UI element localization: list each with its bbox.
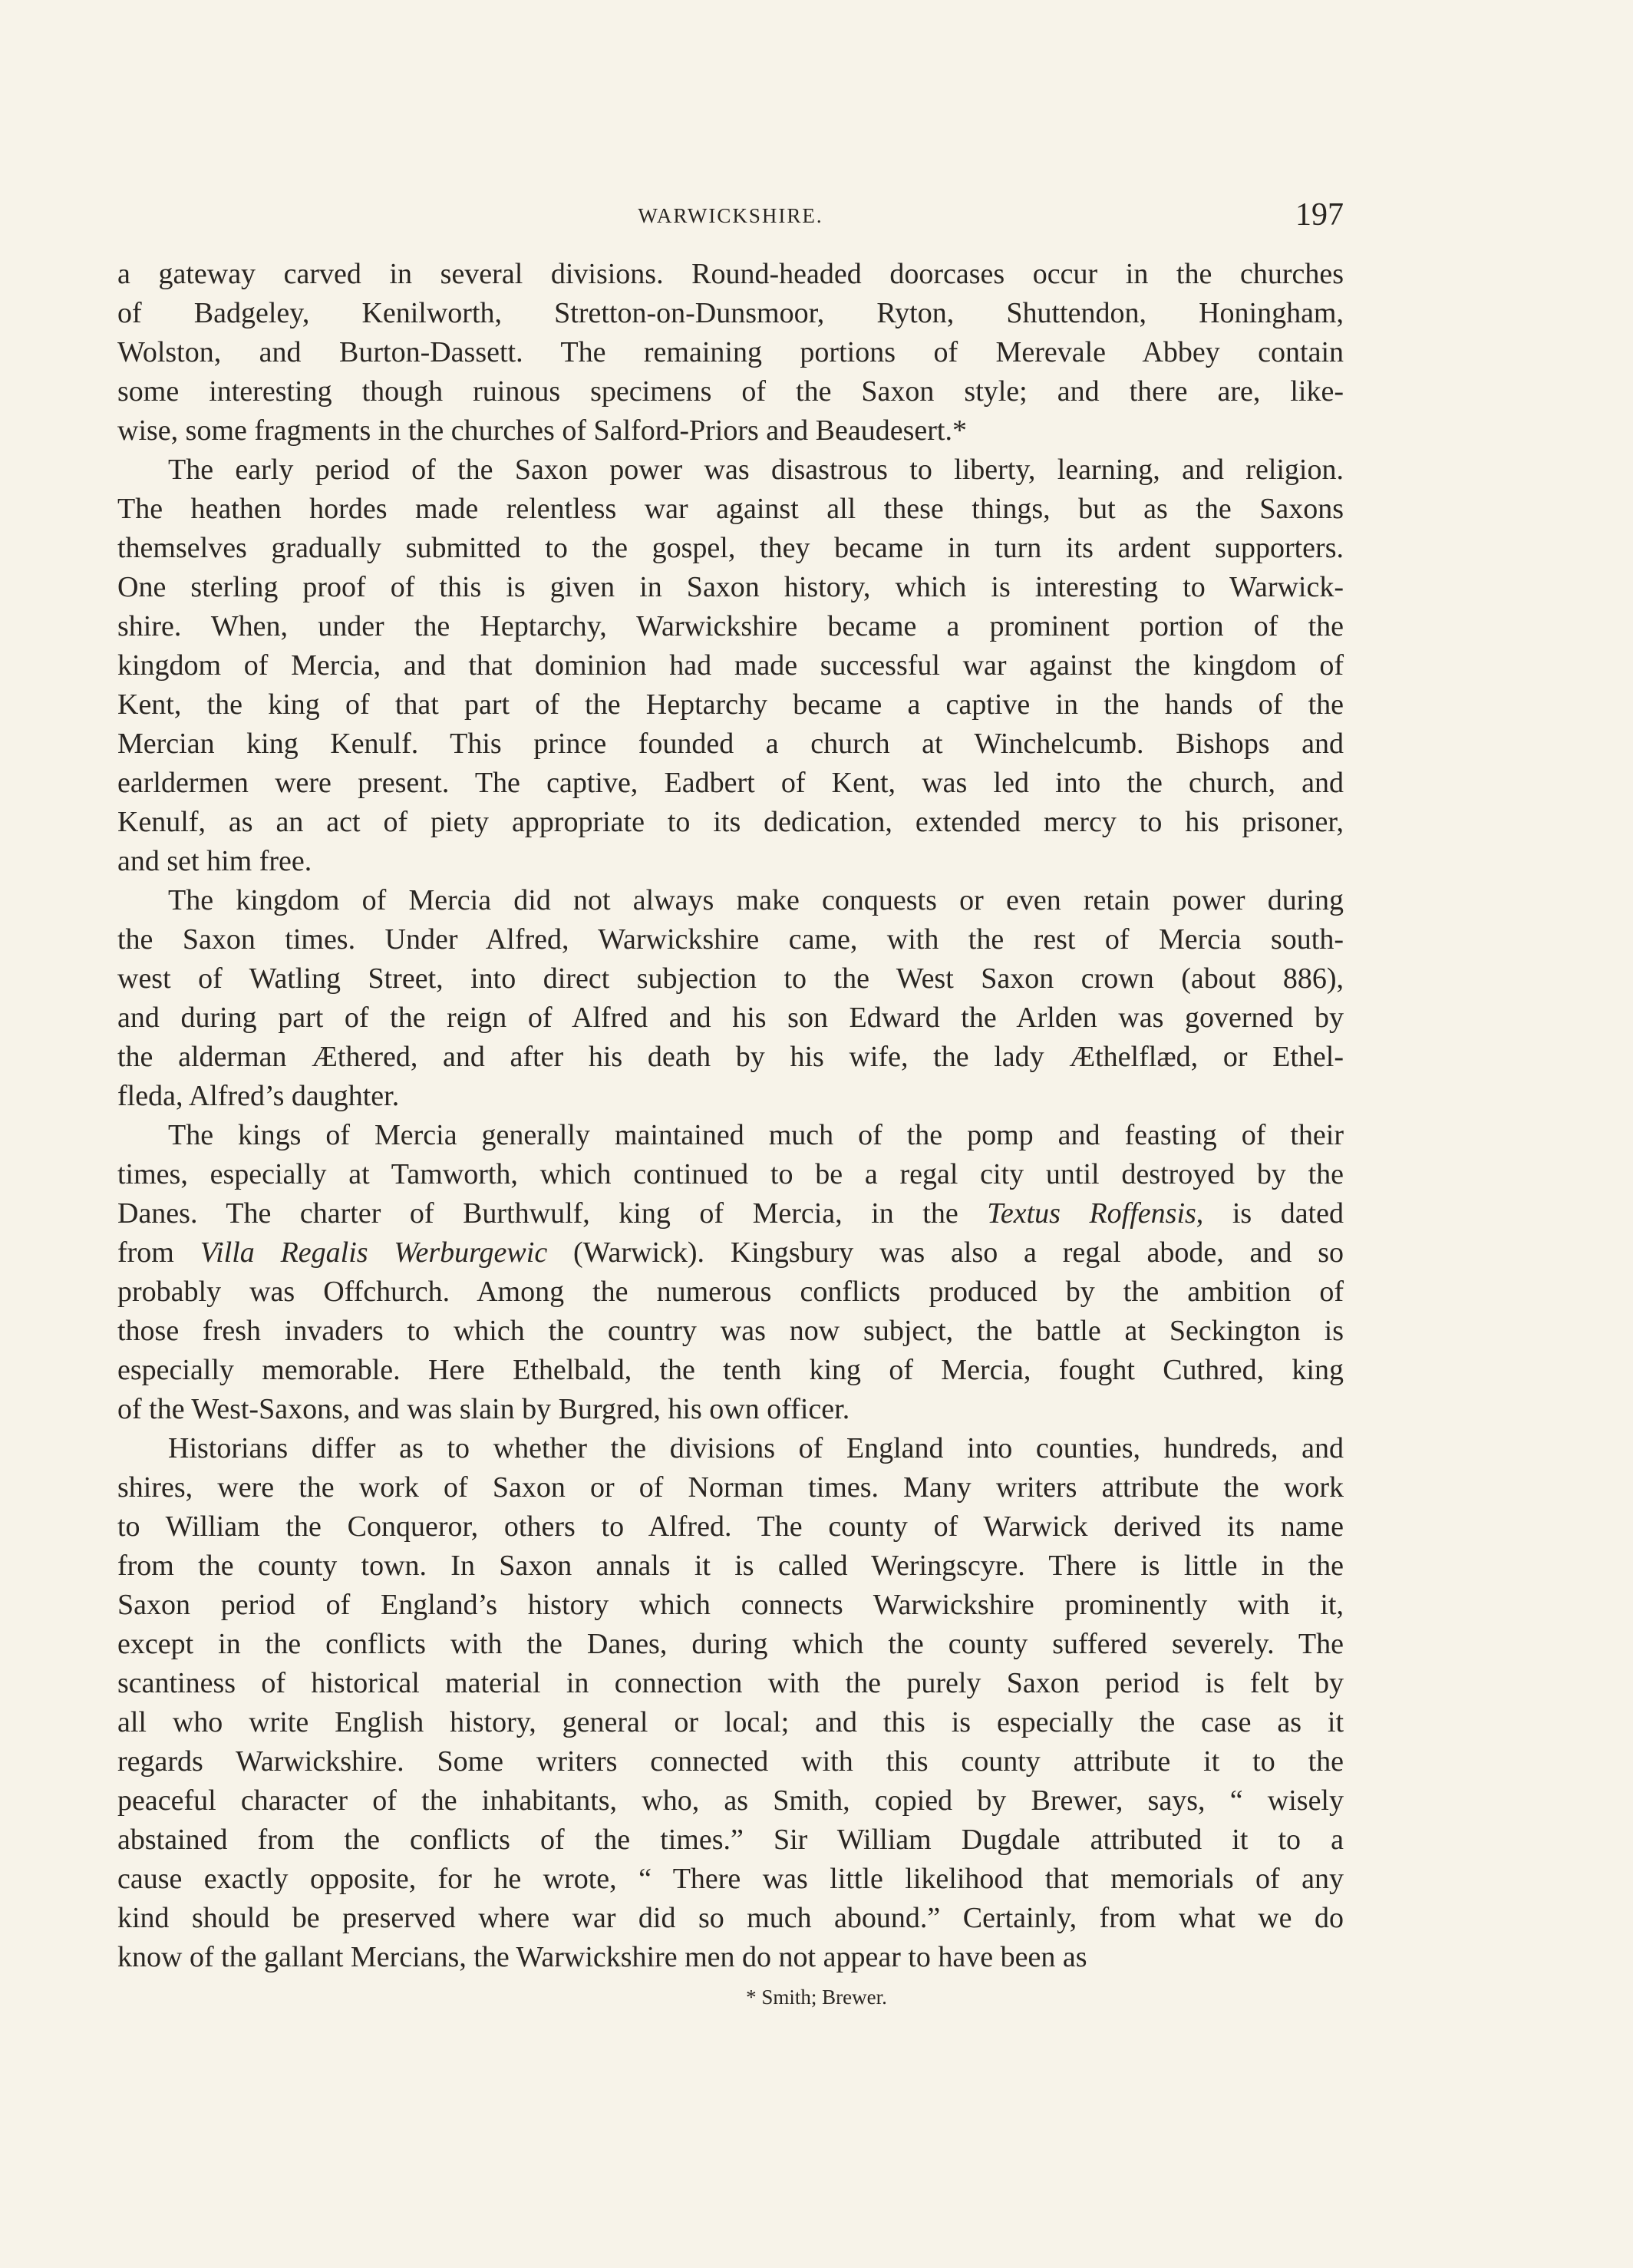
text-line: all who write English history, general or local; and this is especially the case as it — [117, 1706, 1344, 1738]
text-line: of Badgeley, Kenilworth, Stretton-on-Dunsmoor, Ryton, Shuttendon, Honingham, — [117, 297, 1344, 329]
text-line: Wolston, and Burton-Dassett. The remaining portions of Merevale Abbey contain — [117, 336, 1344, 368]
text-line: wise, some fragments in the churches of Salford-Priors and Beaudesert.* — [117, 414, 967, 447]
text-line: The kings of Mercia generally maintained much of the pomp and feasting of their — [168, 1119, 1344, 1151]
text-line: and set him free. — [117, 845, 312, 877]
paragraph — [117, 1429, 1344, 1977]
text-line: peaceful character of the inhabitants, who, as Smith, copied by Brewer, says, “ wisely — [117, 1784, 1344, 1817]
text-line: One sterling proof of this is given in Saxon history, which is interesting to Warwick- — [117, 571, 1344, 603]
paragraph — [117, 1116, 1344, 1429]
text-line: kind should be preserved where war did so much abound.” Certainly, from what we do — [117, 1902, 1344, 1934]
text-line: Danes. The charter of Burthwulf, king of Mercia, in the Textus Roffensis, is dated — [117, 1197, 1344, 1230]
text-line: except in the conflicts with the Danes, during which the county suffered severely. The — [117, 1628, 1344, 1660]
text-line: from Villa Regalis Werburgewic (Warwick). Kingsbury was also a regal abode, and so — [117, 1236, 1344, 1269]
paragraph — [117, 255, 1344, 451]
text-line: the alderman Æthered, and after his death by his wife, the lady Æthelflæd, or Ethel- — [117, 1041, 1344, 1073]
text-line: shires, were the work of Saxon or of Norman times. Many writers attribute the work — [117, 1471, 1344, 1504]
text-line: Kenulf, as an act of piety appropriate to its dedication, extended mercy to his prisoner, — [117, 806, 1344, 838]
text-line: abstained from the conflicts of the times.” Sir William Dugdale attributed it to a — [117, 1824, 1344, 1856]
text-line: some interesting though ruinous specimens of the Saxon style; and there are, like- — [117, 375, 1344, 408]
text-line: kingdom of Mercia, and that dominion had made successful war against the kingdom of — [117, 649, 1344, 682]
text-line: Historians differ as to whether the divisions of England into counties, hundreds, and — [168, 1432, 1344, 1464]
text-line: times, especially at Tamworth, which continued to be a regal city until destroyed by the — [117, 1158, 1344, 1190]
text-line: the Saxon times. Under Alfred, Warwickshire came, with the rest of Mercia south- — [117, 923, 1344, 956]
text-line: Saxon period of England’s history which connects Warwickshire prominently with it, — [117, 1589, 1344, 1621]
text-line: Kent, the king of that part of the Heptarchy became a captive in the hands of the — [117, 688, 1344, 721]
text-line: and during part of the reign of Alfred and his son Edward the Arlden was governed by — [117, 1002, 1344, 1034]
text-line: of the West-Saxons, and was slain by Burgred, his own officer. — [117, 1393, 850, 1425]
text-line: The heathen hordes made relentless war against all these things, but as the Saxons — [117, 493, 1344, 525]
footnote: * Smith; Brewer. — [746, 1986, 887, 2009]
text-line: know of the gallant Mercians, the Warwickshire men do not appear to have been as — [117, 1941, 1087, 1973]
text-line: themselves gradually submitted to the gospel, they became in turn its ardent supporters. — [117, 532, 1344, 564]
italic-title: Textus Roffensis — [987, 1197, 1196, 1230]
text-line: shire. When, under the Heptarchy, Warwickshire became a prominent portion of the — [117, 610, 1344, 642]
text-line: a gateway carved in several divisions. Round-headed doorcases occur in the churches — [117, 258, 1344, 290]
text-line: earldermen were present. The captive, Eadbert of Kent, was led into the church, and — [117, 767, 1344, 799]
paragraph — [117, 451, 1344, 881]
text-line: especially memorable. Here Ethelbald, the tenth king of Mercia, fought Cuthred, king — [117, 1354, 1344, 1386]
text-line: The early period of the Saxon power was disastrous to liberty, learning, and religion. — [168, 454, 1344, 486]
page-header — [117, 196, 1344, 243]
text-line: The kingdom of Mercia did not always make conquests or even retain power during — [168, 884, 1344, 916]
text-line: fleda, Alfred’s daughter. — [117, 1080, 400, 1112]
page-number: 197 — [1295, 197, 1344, 233]
text-line: to William the Conqueror, others to Alfred. The county of Warwick derived its name — [117, 1510, 1344, 1543]
text-line: Mercian king Kenulf. This prince founded a church at Winchelcumb. Bishops and — [117, 728, 1344, 760]
paragraph — [117, 881, 1344, 1116]
text-line: regards Warwickshire. Some writers connected with this county attribute it to the — [117, 1745, 1344, 1778]
text-line: west of Watling Street, into direct subjection to the West Saxon crown (about 886), — [117, 962, 1344, 995]
text-line: from the county town. In Saxon annals it is called Weringscyre. There is little in the — [117, 1550, 1344, 1582]
italic-title: Villa Regalis Werburgewic — [200, 1236, 548, 1269]
text-line: scantiness of historical material in connection with the purely Saxon period is felt by — [117, 1667, 1344, 1699]
running-head: WARWICKSHIRE. — [638, 204, 823, 227]
text-line: cause exactly opposite, for he wrote, “ There was little likelihood that memorials of any — [117, 1863, 1344, 1895]
body-text — [117, 255, 1344, 1977]
text-line: those fresh invaders to which the country was now subject, the battle at Seckington is — [117, 1315, 1344, 1347]
text-line: probably was Offchurch. Among the numerous conflicts produced by the ambition of — [117, 1276, 1344, 1308]
